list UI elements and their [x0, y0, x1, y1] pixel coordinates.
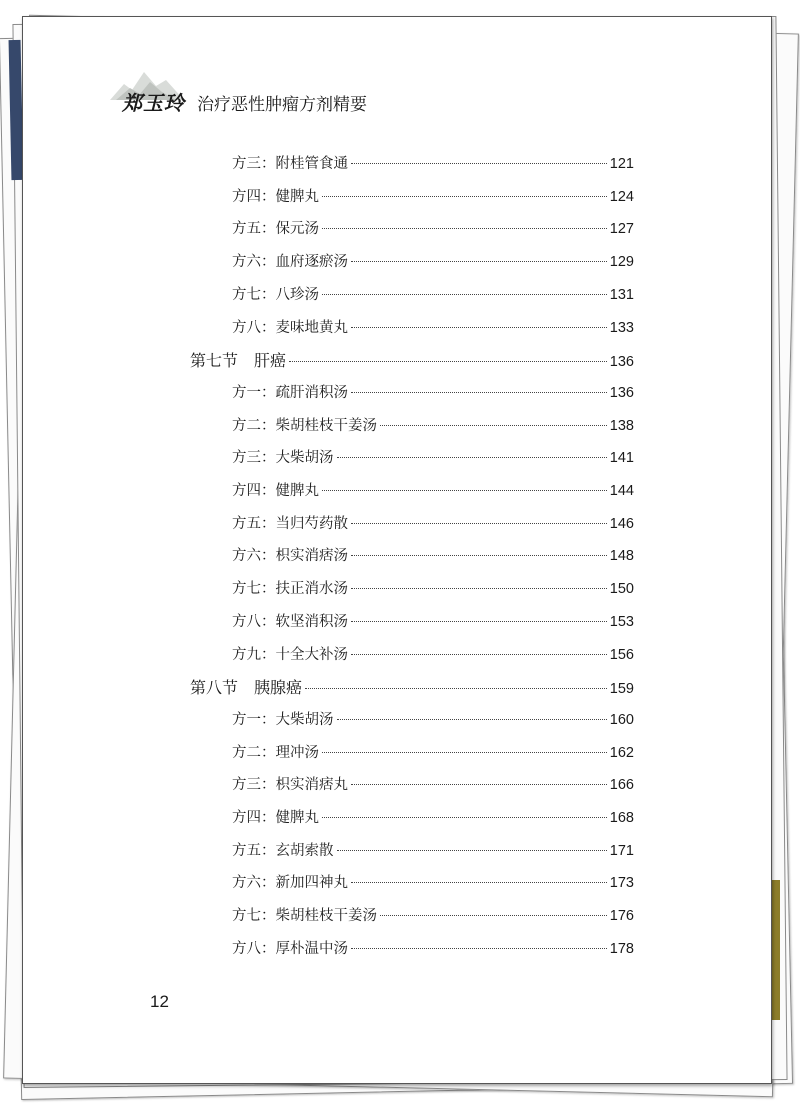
toc-page-number: 148: [609, 548, 634, 565]
toc-entry[interactable]: [232, 741, 634, 765]
toc-page-number: 141: [609, 450, 634, 467]
toc-leader-dots: [351, 261, 607, 262]
toc-leader-dots: [351, 621, 607, 622]
toc-page-number: 176: [609, 908, 634, 925]
toc-entry[interactable]: [232, 316, 634, 340]
toc-leader-dots: [305, 688, 607, 689]
header-subtitle: 治疗恶性肿瘤方剂精要: [197, 95, 367, 115]
toc-leader-dots: [337, 850, 607, 851]
toc-page-number: 159: [609, 681, 634, 698]
toc-page-number: 150: [609, 581, 634, 598]
toc-page-number: 160: [609, 711, 634, 728]
toc-entry[interactable]: [232, 152, 634, 176]
running-header: [110, 72, 470, 120]
toc-entry[interactable]: [232, 185, 634, 209]
toc-entry[interactable]: [232, 610, 634, 634]
toc-entry[interactable]: [232, 937, 634, 961]
toc-leader-dots: [289, 361, 607, 362]
toc-page-number: 133: [609, 319, 634, 336]
toc-page-number: 131: [609, 286, 634, 303]
toc-label: 方四：健脾丸: [232, 483, 319, 499]
toc-leader-dots: [351, 327, 607, 328]
toc-page-number: 162: [609, 744, 634, 761]
toc-label: 方七：八珍汤: [232, 286, 319, 303]
toc-entry[interactable]: [232, 544, 634, 568]
toc-leader-dots: [322, 294, 607, 295]
toc-leader-dots: [351, 523, 607, 524]
toc-page-number: 166: [609, 777, 634, 794]
toc-label: 方八：麦味地黄丸: [232, 319, 348, 336]
toc-leader-dots: [351, 654, 607, 655]
toc-page-number: 129: [609, 254, 634, 271]
toc-label: 方四：健脾丸: [232, 188, 319, 205]
toc-label: 方二：柴胡桂枝干姜汤: [232, 417, 377, 434]
toc-label: 方二：理冲汤: [232, 744, 319, 761]
toc-entry[interactable]: [232, 217, 634, 241]
toc-label: 方三：大柴胡汤: [232, 450, 334, 467]
toc-leader-dots: [322, 490, 607, 491]
toc-entry[interactable]: [232, 577, 634, 601]
toc-page-number: 136: [609, 384, 634, 401]
toc-entry[interactable]: [232, 871, 634, 895]
toc-page-number: 168: [609, 810, 634, 826]
toc-leader-dots: [322, 817, 607, 818]
toc-entry[interactable]: [232, 773, 634, 797]
toc-page-number: 144: [609, 483, 634, 499]
toc-leader-dots: [351, 948, 607, 949]
toc-entry[interactable]: [232, 512, 634, 536]
toc-entry[interactable]: [232, 414, 634, 438]
toc-leader-dots: [351, 392, 607, 393]
toc-entry[interactable]: [232, 283, 634, 307]
toc-entry[interactable]: [232, 446, 634, 470]
toc-label: 方六：新加四神丸: [232, 875, 348, 892]
toc-leader-dots: [322, 196, 607, 197]
toc-page-number: 127: [609, 221, 634, 238]
header-brand: 郑玉玲: [122, 91, 185, 115]
toc-entry[interactable]: [232, 643, 634, 667]
toc-leader-dots: [337, 457, 607, 458]
toc-label: 第八节 胰腺癌: [190, 678, 303, 698]
toc-label: 方八：软坚消积汤: [232, 613, 348, 630]
page-number: 12: [150, 992, 169, 1011]
toc-section[interactable]: [190, 675, 634, 699]
toc-page-number: 171: [609, 842, 634, 859]
toc-label: 方八：厚朴温中汤: [232, 940, 348, 957]
toc-page-number: 138: [609, 417, 634, 434]
toc-leader-dots: [322, 228, 607, 229]
toc-label: 方九：十全大补汤: [232, 646, 348, 663]
toc-leader-dots: [351, 555, 607, 556]
toc-label: 方五：保元汤: [232, 221, 319, 238]
toc-section[interactable]: [190, 348, 634, 372]
toc-label: 第七节 肝癌: [190, 351, 287, 371]
toc-page-number: 146: [609, 515, 634, 532]
toc-page-number: 136: [609, 354, 634, 371]
toc-leader-dots: [380, 915, 607, 916]
toc-label: 方七：扶正消水汤: [232, 581, 348, 598]
toc-page-number: 173: [609, 875, 634, 892]
toc-entry[interactable]: [232, 904, 634, 928]
toc-page-number: 124: [609, 188, 634, 205]
toc-entry[interactable]: [232, 479, 634, 503]
toc-label: 方三：附桂管食通: [232, 156, 348, 172]
toc-leader-dots: [337, 719, 607, 720]
toc-leader-dots: [351, 784, 607, 785]
toc-label: 方五：玄胡索散: [232, 842, 334, 859]
toc-label: 方六：血府逐瘀汤: [232, 254, 348, 271]
toc-entry[interactable]: [232, 250, 634, 274]
toc-page-number: 156: [609, 646, 634, 663]
toc-entry[interactable]: [232, 839, 634, 863]
toc-entry[interactable]: [232, 806, 634, 830]
toc-label: 方三：枳实消痞丸: [232, 777, 348, 794]
toc-page-number: 153: [609, 613, 634, 630]
toc-label: 方一：大柴胡汤: [232, 711, 334, 728]
toc-leader-dots: [322, 752, 607, 753]
toc-page-number: 178: [609, 940, 634, 957]
toc-label: 方六：枳实消痞汤: [232, 548, 348, 565]
toc-leader-dots: [380, 425, 607, 426]
toc-entry[interactable]: [232, 708, 634, 732]
toc-label: 方四：健脾丸: [232, 810, 319, 826]
toc-page-number: 121: [609, 156, 634, 172]
toc-leader-dots: [351, 163, 607, 164]
toc-leader-dots: [351, 882, 607, 883]
toc-label: 方七：柴胡桂枝干姜汤: [232, 908, 377, 925]
toc-label: 方一：疏肝消积汤: [232, 384, 348, 401]
toc-leader-dots: [351, 588, 607, 589]
toc-entry[interactable]: [232, 381, 634, 405]
toc-label: 方五：当归芍药散: [232, 515, 348, 532]
